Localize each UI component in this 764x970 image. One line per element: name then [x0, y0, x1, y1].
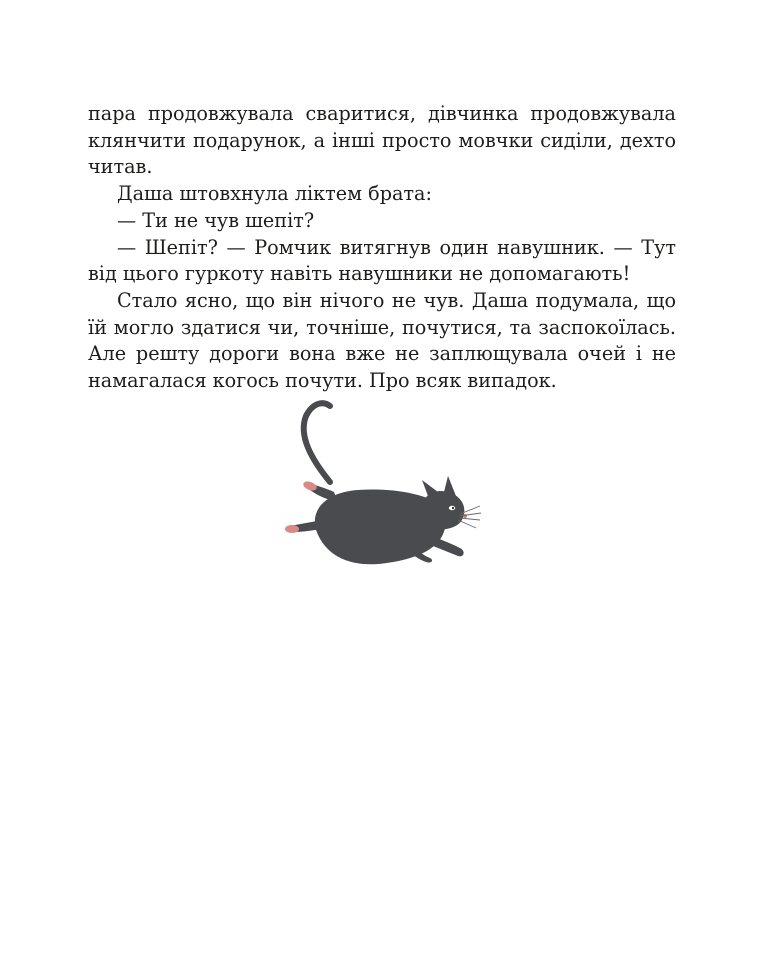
paragraph-continuation: пара продовжувала сваритися, дівчинка продовжувала клянчити подарунок, а інші просто мовчки сиділи, дехто читав. — [88, 102, 676, 179]
running-black-cat-illustration — [282, 396, 482, 572]
cat-tail — [304, 403, 330, 482]
story-text — [88, 101, 676, 395]
cat-head — [422, 491, 464, 529]
cat-icon — [282, 396, 482, 572]
dialogue-line-question: — Ти не чув шепіт? — [117, 208, 315, 232]
paragraph-conclusion: Стало ясно, що він нічого не чув. Даша подумала, що їй могло здатися чи, точніше, почутися, та заспокоїлась. Але решту дороги вона вже не заплющувала очей і не намагалася когось почути. Про всяк випадок. — [88, 288, 676, 393]
cat-pupil — [452, 507, 454, 509]
cat-nose — [463, 514, 467, 518]
paragraph-dasha-nudges: Даша штовхнула ліктем брата: — [117, 182, 432, 206]
paw-pad-lower — [285, 525, 299, 533]
dialogue-line-romchyk-reply: — Шепіт? — Ромчик витягнув один навушник. — Тут від цього гуркоту навіть навушники не допомагають! — [88, 235, 676, 286]
